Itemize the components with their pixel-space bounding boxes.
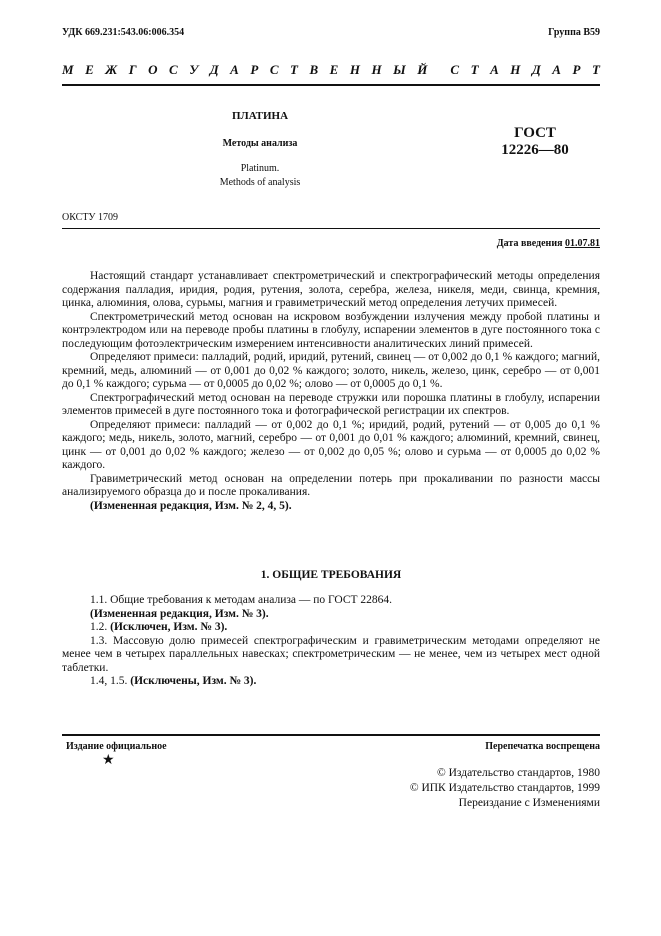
title-letter: Д [531, 62, 541, 77]
clause-number: 1.2. [90, 621, 111, 633]
clause [62, 675, 600, 689]
section-text [62, 594, 600, 689]
title-letter: Е [329, 62, 339, 77]
title-letter: А [230, 62, 239, 77]
paragraph: Определяют примеси: палладий — от 0,002 до 0,1 %; иридий, родий, рутений — от 0,005 до 0,1 % каждого; медь, никель, золото, магний, серебро — от 0,001 до 0,01 % каждого; алюминий, кремний, свинец, цинк — от 0,001 до 0,02 % каждого; железо — от 0,002 до 0,05 %; олово и сурьма — от 0,0005 до 0,02 % каждого. [62, 418, 600, 471]
clause: 1.3. Массовую долю примесей спектрографическим и гравиметрическим методами определяют не менее чем в четырех параллельных навесках; спектрометрическим — не менее, чем из четырех мест одной таблетки. [62, 634, 600, 674]
title-letter: У [189, 62, 199, 77]
paragraph: Спектрометрический метод основан на искровом возбуждении излучения между пробой платины и контрэлектродом или на переводе пробы платины в глобулу, испарении элементов в дуге постоянного тока с последующим фотоэлектрическим измерением интенсивности аналитических линий примесей. [62, 310, 600, 350]
title-letter: М [62, 62, 74, 77]
paragraph: Спектрографический метод основан на переводе стружки или порошка платины в глобулу, испарении элементов примесей в дуге постоянного тока и фотографической регистрации их спектров. [62, 391, 600, 417]
title-letter: Н [349, 62, 360, 77]
paragraph: Гравиметрический метод основан на определении потерь при прокаливании по разности массы анализируемого образца до и после прокаливания. [62, 472, 600, 498]
amendment-note: (Исключен, Изм. № 3). [110, 621, 228, 633]
title-en-line: Methods of analysis [219, 177, 301, 188]
title-letter: Т [591, 62, 600, 77]
title-letter: Е [85, 62, 94, 77]
oksty-code: ОКСТУ 1709 [62, 212, 119, 223]
group-code: Группа B59 [548, 27, 600, 38]
clause-number: 1.4, 1.5. [90, 675, 131, 687]
gost-label: ГОСТ [514, 125, 556, 141]
title-letter: Н [371, 62, 382, 77]
interstate-standard-title [62, 62, 600, 78]
document-title-block [190, 110, 330, 190]
subtitle-ru: Методы анализа [222, 138, 298, 149]
intro-text [62, 270, 600, 513]
clause [62, 621, 600, 635]
title-letter: С [169, 62, 178, 77]
title-letter: Й [417, 62, 428, 77]
title-letter: Д [209, 62, 219, 77]
copyright-block [410, 766, 600, 811]
title-letter: Р [572, 62, 581, 77]
udk-code: УДК 669.231:543.06:006.354 [62, 27, 185, 38]
title-letter: А [552, 62, 561, 77]
date-label: Дата введения [496, 238, 565, 249]
oksty-rule [62, 228, 600, 229]
copyright-line: © ИПК Издательство стандартов, 1999 [409, 782, 600, 794]
gost-code: 12226—80 [501, 142, 569, 158]
title-letter: Ы [393, 62, 406, 77]
title-en-line: Platinum. [240, 163, 280, 174]
title-ru: ПЛАТИНА [231, 110, 289, 122]
introduction-date [497, 238, 600, 249]
title-letter: Р [250, 62, 259, 77]
title-en [190, 162, 330, 190]
header-rule [62, 84, 600, 86]
reissue-line: Переиздание с Изменениями [458, 797, 600, 809]
title-letter: Т [290, 62, 298, 77]
title-letter: В [309, 62, 319, 77]
title-letter: С [269, 62, 279, 77]
title-letter: О [148, 62, 158, 77]
title-letter: Т [470, 62, 479, 77]
paragraph: Определяют примеси: палладий, родий, иридий, рутений, свинец — от 0,002 до 0,1 % каждого; магний, кремний, медь, алюминий — от 0,001 до 0,02 % каждого; золото, никель, железо, цинк, серебро — от 0,001 до 0,1 % каждого; сурьма — от 0,0005 до 0,02 %; олово — от 0,0005 до 0,1 %. [62, 351, 600, 390]
clause: 1.1. Общие требования к методам анализа — по ГОСТ 22864. [90, 594, 393, 606]
title-letter: А [490, 62, 499, 77]
star-icon: ★ [102, 753, 115, 768]
section-heading: 1. ОБЩИЕ ТРЕБОВАНИЯ [260, 569, 402, 581]
reprint-prohibited-label: Перепечатка воспрещена [485, 741, 600, 752]
paragraph: Настоящий стандарт устанавливает спектрометрический и спектрографический методы определения содержания палладия, иридия, родия, рутения, золота, серебра, железа, никеля, меди, свинца, кремния, цинка, алюминия, олова, сурьмы, магния и гравиметрический метод определения летучих примесей. [62, 270, 600, 309]
title-letter: Н [510, 62, 521, 77]
amendment-note: (Измененная редакция, Изм. № 2, 4, 5). [90, 499, 292, 512]
title-letter: Г [128, 62, 137, 77]
title-letter: Ж [105, 62, 118, 77]
amendment-note: (Исключены, Изм. № 3). [130, 675, 257, 687]
official-edition-label: Издание официальное [66, 741, 167, 752]
amendment-note: (Измененная редакция, Изм. № 3). [90, 607, 269, 620]
gost-number [480, 125, 590, 159]
footer-rule [62, 734, 600, 736]
date-value: 01.07.81 [565, 238, 600, 249]
title-letter: С [450, 62, 460, 77]
copyright-line: © Издательство стандартов, 1980 [436, 767, 600, 779]
